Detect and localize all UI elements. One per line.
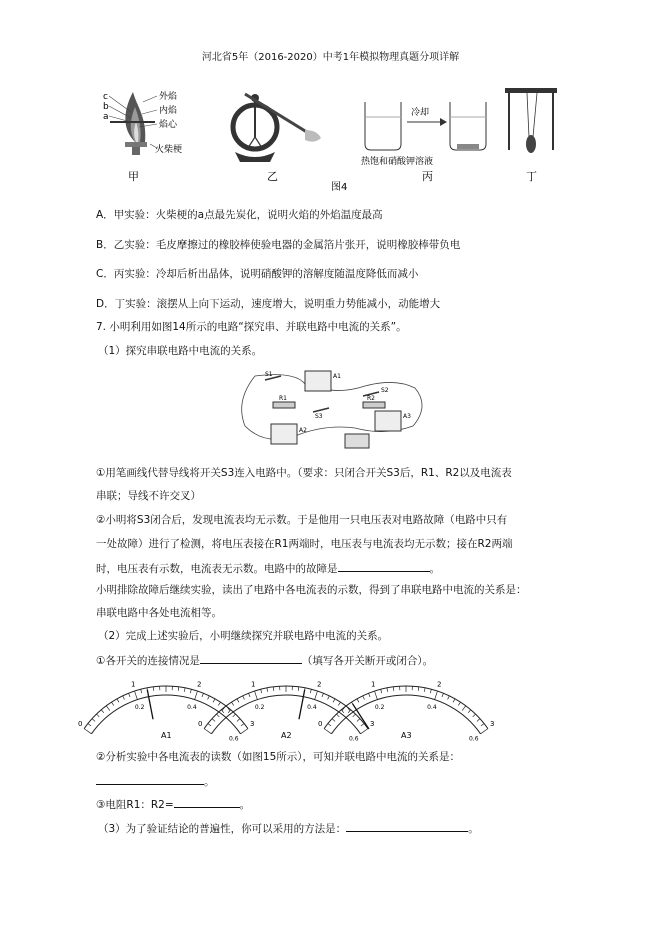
dial-tick [129,693,130,697]
q7-part2-step3-end: 。 [239,799,251,811]
dial-tick [361,724,364,726]
dial-tick [88,724,91,726]
dial-tick [375,691,378,700]
dial-tick [195,691,198,700]
dial-tick [249,693,250,697]
label-s1: S1 [265,371,273,378]
dial-tick [117,699,119,702]
beaker-illustration [361,102,486,183]
q7-part2-step3 [96,796,250,812]
dial-tick [338,702,340,705]
figure-4 [95,82,575,197]
dial-tick [97,714,100,717]
q7-part3-text: （3）为了验证结论的普遍性，你可以采用的方法是： [98,823,347,835]
jia-letter-a: a [103,112,109,122]
dial-tick [448,696,450,700]
dial-tick [232,702,234,705]
dial-tick [481,729,488,734]
q7-step2-line1: ②小明将S3闭合后，发现电流表均无示数。于是他用一只电压表对电路故障（电路中只有 [96,514,508,526]
panel-label-bing: 丙 [422,170,433,183]
option-c: C．丙实验：冷却后析出晶体，说明硝酸钾的溶解度随温度降低而减小 [96,268,419,280]
dial-tick [237,719,240,722]
dial-tick [332,719,335,722]
dial-major-label: 3 [250,719,255,728]
dial-tick [387,688,388,692]
hand [305,130,321,142]
label-outer-flame: 外焰 [159,92,178,102]
dial-tick [178,687,179,691]
dial-tick [322,693,323,697]
panel-label-yi: 乙 [267,170,278,183]
method-answer-blank[interactable] [346,820,468,832]
jia-letter-c: c [103,92,108,102]
dial-tick [218,702,220,705]
dial-tick [333,699,335,702]
flame-illustration [103,90,182,183]
label-s3: S3 [315,413,323,420]
dial-minor-label: 0.4 [427,704,437,712]
dial-tick [208,724,211,726]
dial-tick [435,691,438,700]
dial-tick [241,724,244,726]
dial-tick [468,710,471,713]
page-header: 河北省5年（2016-2020）中考1年模拟物理真题分项详解 [201,52,460,63]
label-a2: A2 [299,427,307,434]
dial-tick [424,688,425,692]
dial-tick [473,714,476,717]
dial-tick [481,724,484,726]
dial-tick [106,706,110,711]
label-inner-flame: 内焰 [159,106,178,116]
dial-tick [112,702,114,705]
dial-minor-label: 0.6 [348,735,359,743]
figure-4-caption: 图4 [331,182,348,193]
dial-tick [381,689,382,693]
dial-tick [92,719,95,722]
dial-major-label: 2 [317,680,322,689]
q7-part2-step2-end: 。 [204,776,215,788]
dial-tick [217,714,220,717]
q7-step2-line3 [96,560,440,576]
q7-step1-line2: 串联；导线不许交叉） [96,490,201,502]
switch-state-answer-blank[interactable] [200,652,302,664]
meter-label-a1: A1 [161,731,172,740]
resistor-r1 [273,402,295,408]
dial-tick [141,689,142,693]
dial-tick [324,729,331,734]
dial-tick [442,693,443,697]
figure-14-circuit [235,366,435,456]
option-d: D．丁实验：滚摆从上向下运动，速度增大，说明重力势能减小，动能增大 [96,298,441,310]
switch-s3 [313,408,329,412]
dial-tick [418,687,419,691]
circuit-drawing [235,366,435,456]
dial-tick [190,689,191,693]
ammeter-a3 [375,411,401,431]
label-a3: A3 [403,413,411,420]
q7-conclusion-line1: 小明排除故障后继续实验，读出了电路中各电流表的示数，得到了串联电路中电流的关系是： [96,584,527,596]
figure-15-ammeters [77,676,495,744]
dial-tick [204,729,211,734]
q7-part3-end: 。 [468,823,479,835]
panel-label-jia: 甲 [128,170,139,183]
resistance-ratio-answer-blank[interactable] [174,796,240,808]
option-b: B．乙实验：毛皮摩擦过的橡胶棒使验电器的金属箔片张开，说明橡胶棒带负电 [96,239,461,251]
dial-tick [298,687,299,691]
meter-label-a3: A3 [401,731,412,740]
dial-tick [208,696,210,700]
dial-major-label: 1 [130,680,136,689]
dial-tick [123,696,125,700]
needle-a2 [299,690,305,719]
q7-part2-step1-text: ①各开关的连接情况是 [96,655,200,667]
q7-step1-line1: ①用笔画线代替导线将开关S3连入电路中。（要求：只闭合开关S3后，R1、R2以及电流表 [96,467,512,479]
fault-answer-blank[interactable] [338,560,430,572]
ammeter-a2 [271,424,297,444]
dial-tick [430,689,431,693]
ammeter-a1 [305,371,331,391]
dial-tick [84,729,91,734]
dial-tick [353,714,356,717]
dial-tick [213,699,215,702]
dial-tick [243,696,245,700]
electroscope-illustration [233,94,321,183]
q7-step2-end: 。 [429,563,440,575]
label-a1: A1 [333,373,341,380]
dial-tick [393,687,394,691]
dial-minor-label: 0.2 [254,704,265,712]
ammeter-dials [77,676,495,744]
dial-tick [337,714,340,717]
jia-letter-b: b [103,102,109,112]
dial-tick [212,719,215,722]
dial-major-label: 3 [370,719,375,728]
dial-tick [153,687,154,691]
dial-tick [477,719,480,722]
label-matchstick: 火柴梗 [155,145,183,155]
dial-minor-label: 0.4 [307,704,317,712]
q7-step2-line2: 一处故障）进行了检测，将电压表接在R1两端时，电压表与电流表均无示数；接在R2两端 [96,538,513,550]
dial-major-label: 1 [370,680,376,689]
dial-tick [184,688,185,692]
dial-tick [369,693,370,697]
label-hot-saturated-kno3: 热饱和硝酸钾溶液 [361,157,434,167]
dial-minor-label: 0.6 [468,735,479,743]
label-cooling: 冷却 [411,108,430,118]
dial-major-label: 3 [490,719,495,728]
q7-part2-step3-text: ③电阻R1：R2= [96,799,174,811]
dial-arc-a1 [84,686,248,729]
dial-tick [361,729,368,734]
dial-major-label: 0 [197,719,203,728]
dial-minor-label: 0.6 [228,735,239,743]
q7-part2-step1-end: （填写各开关断开或闭合）。 [301,655,434,667]
label-s2: S2 [381,387,389,394]
dial-tick [233,714,236,717]
battery [345,434,369,448]
pendulum-wheel-illustration [505,88,557,183]
dial-major-label: 1 [250,680,256,689]
q7-part2-step2-answer [96,773,215,789]
dial-minor-label: 0.4 [187,704,197,712]
q7-part2-step2: ②分析实验中各电流表的读数（如图15所示），可知并联电路中电流的关系是： [96,751,461,763]
dial-tick [267,688,268,692]
crystals [457,144,479,149]
q7-part1-title: （1）探究串联电路中电流的关系。 [98,345,263,357]
dial-major-label: 0 [77,719,83,728]
dial-minor-label: 0.2 [374,704,385,712]
q7-part2-title: （2）完成上述实验后，小明继续探究并联电路中电流的关系。 [98,630,389,642]
q7-part2-step1 [96,652,433,668]
dial-tick [458,702,460,705]
dial-tick [315,691,318,700]
dial-tick [135,691,138,700]
panel-label-ding: 丁 [526,170,537,183]
q7-part3 [98,820,479,836]
dial-arc-a2 [204,686,368,729]
dial-tick [101,710,104,713]
dial-tick [202,693,203,697]
label-flame-core: 焰心 [159,120,178,130]
dial-tick [357,719,360,722]
dial-tick [328,696,330,700]
dial-tick [453,699,455,702]
parallel-relation-answer-blank[interactable] [96,773,204,785]
dial-major-label: 2 [197,680,202,689]
dial-major-label: 0 [317,719,323,728]
dial-tick [273,687,274,691]
dial-arc-a3 [324,686,488,729]
dial-tick [241,729,248,734]
label-r1: R1 [279,395,287,402]
dial-tick [328,724,331,726]
dial-tick [357,699,359,702]
resistor-r2 [363,402,385,408]
dial-tick [310,689,311,693]
meter-label-a2: A2 [281,731,292,740]
label-r2: R2 [367,395,375,402]
option-a: A．甲实验：火柴梗的a点最先炭化，说明火焰的外焰温度最高 [96,209,383,221]
dial-tick [462,706,466,711]
dial-tick [261,689,262,693]
dial-major-label: 2 [437,680,442,689]
needle-a1 [147,690,153,719]
q7-title: 7. 小明利用如图14所示的电路“探究串、并联电路中电流的关系”。 [96,321,407,333]
dial-tick [255,691,258,700]
figure-4-drawing [95,82,575,197]
q7-conclusion-line2: 串联电路中各处电流相等。 [96,607,222,619]
q7-step2-line3-text: 时，电压表有示数，电流表无示数。电路中的故障是 [96,563,338,575]
dial-tick [237,699,239,702]
dial-minor-label: 0.2 [134,704,145,712]
dial-tick [363,696,365,700]
